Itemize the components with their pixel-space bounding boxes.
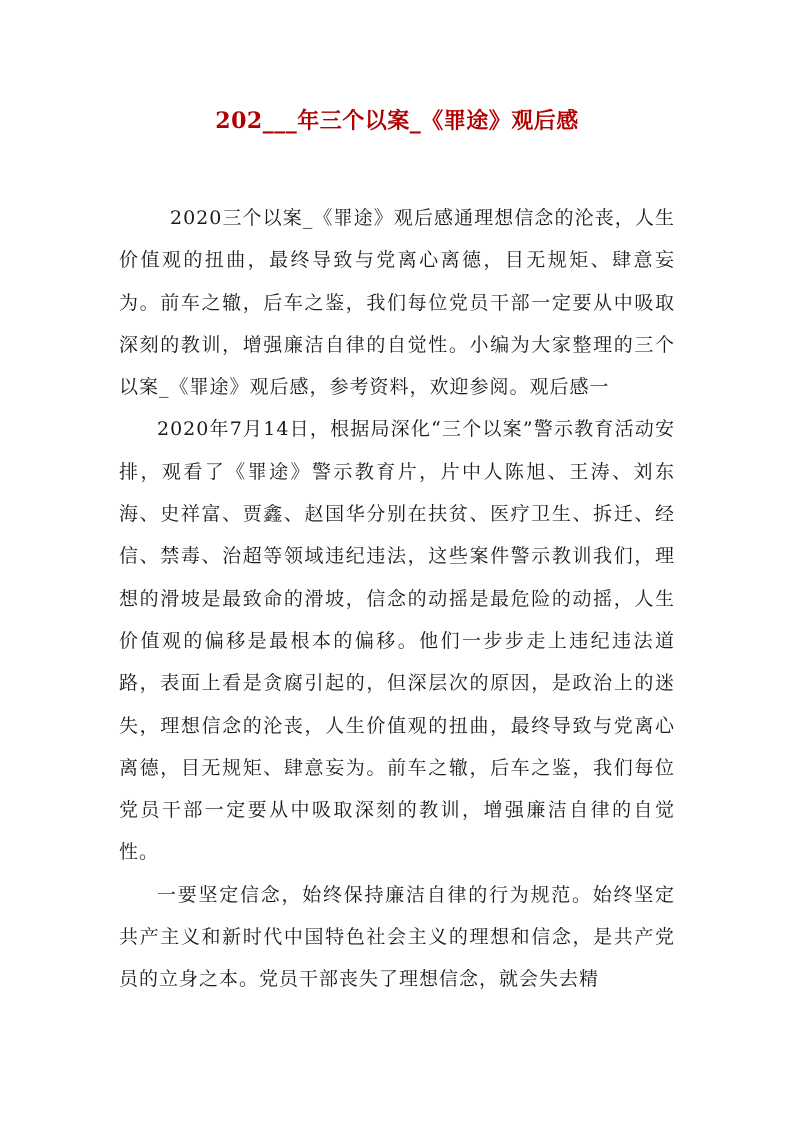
document-body [119, 197, 675, 1001]
document-title: 202___年三个以案_《罪途》观后感 [215, 108, 579, 134]
paragraph-intro: 2020三个以案_《罪途》观后感通理想信念的沦丧，人生价值观的扭曲，最终导致与党离心离德，目无规矩、肆意妄为。前车之辙，后车之鉴，我们每位党员干部一定要从中吸取深刻的教训，增强廉洁自律的自觉性。小编为大家整理的三个以案_《罪途》观后感，参考资料，欢迎参阅。观后感一 [119, 207, 675, 399]
paragraph-event: 2020年7月14日，根据局深化“三个以案”警示教育活动安排，观看了《罪途》警示教育片，片中人陈旭、王涛、刘东海、史祥富、贾鑫、赵国华分别在扶贫、医疗卫生、拆迁、经信、禁毒、治超等领域违纪违法，这些案件警示教训我们，理想的滑坡是最致命的滑坡，信念的动摇是最危险的动摇，人生价值观的偏移是最根本的偏移。他们一步步走上违纪违法道路，表面上看是贪腐引起的，但深层次的原因，是政治上的迷失，理想信念的沦丧，人生价值观的扭曲，最终导致与党离心离德，目无规矩、肆意妄为。前车之辙，后车之鉴，我们每位党员干部一定要从中吸取深刻的教训，增强廉洁自律的自觉性。 [119, 418, 675, 864]
paragraph-point-one: 一要坚定信念，始终保持廉洁自律的行为规范。始终坚定共产主义和新时代中国特色社会主义的理想和信念，是共产党员的立身之本。党员干部丧失了理想信念，就会失去精 [119, 883, 675, 991]
